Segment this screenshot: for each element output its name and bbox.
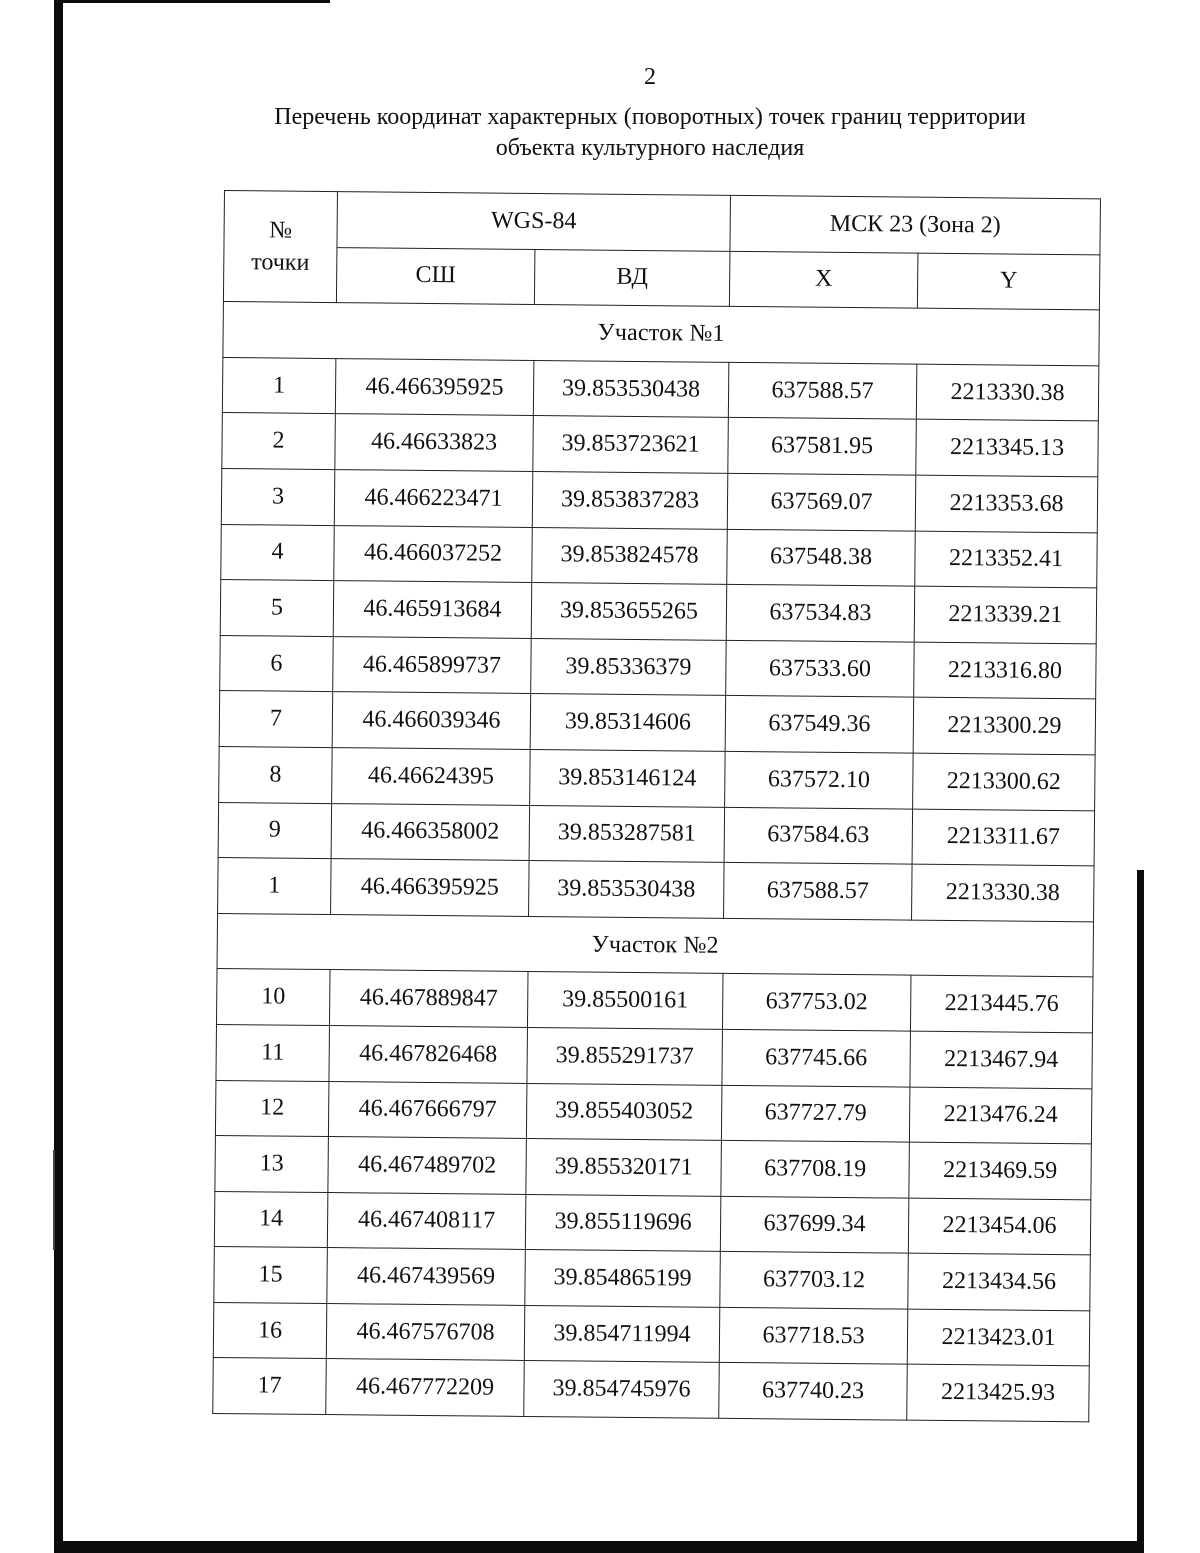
latitude-cell: 46.467576708 — [326, 1303, 525, 1360]
longitude-cell: 39.855119696 — [525, 1194, 721, 1251]
scan-edge-bottom — [54, 1541, 1144, 1553]
longitude-cell: 39.855291737 — [527, 1027, 723, 1084]
header-msk23: МСК 23 (Зона 2) — [730, 195, 1101, 254]
point-number-cell: 9 — [218, 802, 332, 859]
y-coordinate-cell: 2213469.59 — [909, 1142, 1092, 1199]
y-coordinate-cell: 2213345.13 — [916, 420, 1099, 477]
longitude-cell: 39.855403052 — [526, 1083, 722, 1140]
latitude-cell: 46.466223471 — [334, 470, 533, 527]
longitude-cell: 39.853146124 — [530, 749, 726, 806]
scan-edge-left — [54, 0, 63, 1553]
scan-artifact-line — [53, 1150, 55, 1250]
point-number-cell: 11 — [216, 1024, 330, 1081]
table-row — [219, 746, 1096, 810]
x-coordinate-cell: 637753.02 — [722, 974, 911, 1031]
table-row — [221, 524, 1098, 588]
coordinates-table — [212, 190, 1101, 1422]
longitude-cell: 39.853530438 — [529, 861, 725, 918]
y-coordinate-cell: 2213434.56 — [908, 1253, 1091, 1310]
table-row — [214, 1191, 1091, 1255]
point-number-cell: 17 — [213, 1358, 327, 1415]
longitude-cell: 39.853530438 — [533, 360, 729, 417]
latitude-cell: 46.467408117 — [327, 1192, 526, 1249]
latitude-cell: 46.467666797 — [328, 1081, 527, 1138]
longitude-cell: 39.85500161 — [527, 972, 723, 1029]
point-number-cell: 3 — [221, 468, 335, 525]
x-coordinate-cell: 637533.60 — [726, 640, 915, 697]
latitude-cell: 46.465899737 — [333, 636, 532, 693]
x-coordinate-cell: 637718.53 — [719, 1307, 908, 1364]
point-number-cell: 8 — [219, 746, 333, 803]
y-coordinate-cell: 2213425.93 — [907, 1365, 1090, 1422]
y-coordinate-cell: 2213300.29 — [913, 697, 1096, 754]
table-header — [223, 191, 1100, 311]
longitude-cell: 39.854865199 — [525, 1250, 721, 1307]
latitude-cell: 46.466039346 — [332, 692, 531, 749]
x-coordinate-cell: 637708.19 — [721, 1140, 910, 1197]
document-title — [200, 102, 1100, 164]
x-coordinate-cell: 637745.66 — [722, 1029, 911, 1086]
x-coordinate-cell: 637588.57 — [724, 862, 913, 919]
y-coordinate-cell: 2213476.24 — [909, 1087, 1092, 1144]
x-coordinate-cell: 637740.23 — [719, 1363, 908, 1420]
y-coordinate-cell: 2213330.38 — [912, 864, 1095, 921]
x-coordinate-cell: 637569.07 — [727, 473, 916, 530]
latitude-cell: 46.467889847 — [329, 970, 528, 1027]
longitude-cell: 39.85336379 — [531, 638, 727, 695]
section-title: Участок №1 — [223, 302, 1100, 366]
x-coordinate-cell: 637584.63 — [724, 807, 913, 864]
y-coordinate-cell: 2213445.76 — [910, 975, 1093, 1032]
table-row — [213, 1302, 1090, 1366]
point-number-cell: 13 — [215, 1136, 329, 1193]
latitude-cell: 46.46624395 — [332, 748, 531, 805]
y-coordinate-cell: 2213339.21 — [914, 586, 1097, 643]
section-title: Участок №2 — [217, 913, 1094, 977]
longitude-cell: 39.854745976 — [524, 1361, 720, 1418]
latitude-cell: 46.467489702 — [328, 1137, 527, 1194]
table-row — [219, 691, 1096, 755]
y-coordinate-cell: 2213467.94 — [910, 1031, 1093, 1088]
latitude-cell: 46.466037252 — [334, 525, 533, 582]
header-x: X — [729, 251, 918, 308]
point-number-cell: 16 — [213, 1302, 327, 1359]
section-row — [217, 913, 1094, 977]
header-row-2 — [223, 246, 1100, 310]
table-row — [221, 468, 1098, 532]
point-number-cell: 1 — [222, 357, 336, 414]
point-number-cell: 1 — [218, 858, 332, 915]
longitude-cell: 39.853837283 — [532, 471, 728, 528]
point-number-cell: 15 — [214, 1247, 328, 1304]
header-point-number-symbol: № — [269, 217, 293, 244]
table-row — [216, 1024, 1093, 1088]
longitude-cell: 39.85314606 — [530, 694, 726, 751]
header-y: Y — [917, 253, 1100, 310]
longitude-cell: 39.855320171 — [526, 1139, 722, 1196]
point-number-cell: 10 — [216, 969, 330, 1026]
table-row — [214, 1247, 1091, 1311]
longitude-cell: 39.853824578 — [532, 527, 728, 584]
y-coordinate-cell: 2213352.41 — [915, 531, 1098, 588]
x-coordinate-cell: 637581.95 — [728, 418, 917, 475]
x-coordinate-cell: 637703.12 — [720, 1252, 909, 1309]
latitude-cell: 46.467772209 — [326, 1359, 525, 1416]
header-longitude: ВД — [534, 249, 730, 306]
document-title-line-2: объекта культурного наследия — [495, 135, 805, 161]
header-wgs84: WGS-84 — [337, 192, 731, 251]
point-number-cell: 5 — [220, 580, 334, 637]
scan-edge-right — [1137, 870, 1144, 1553]
longitude-cell: 39.853723621 — [533, 416, 729, 473]
x-coordinate-cell: 637588.57 — [728, 362, 917, 419]
latitude-cell: 46.467826468 — [329, 1025, 528, 1082]
x-coordinate-cell: 637549.36 — [725, 696, 914, 753]
y-coordinate-cell: 2213454.06 — [908, 1198, 1091, 1255]
x-coordinate-cell: 637699.34 — [720, 1196, 909, 1253]
header-latitude: СШ — [336, 247, 535, 304]
y-coordinate-cell: 2213353.68 — [915, 475, 1098, 532]
table-row — [213, 1358, 1090, 1422]
point-number-cell: 6 — [220, 635, 334, 692]
y-coordinate-cell: 2213300.62 — [913, 753, 1096, 810]
y-coordinate-cell: 2213330.38 — [916, 364, 1099, 421]
x-coordinate-cell: 637534.83 — [726, 585, 915, 642]
longitude-cell: 39.853655265 — [531, 583, 727, 640]
header-row-1 — [224, 191, 1101, 255]
point-number-cell: 4 — [221, 524, 335, 581]
latitude-cell: 46.465913684 — [333, 581, 532, 638]
longitude-cell: 39.853287581 — [529, 805, 725, 862]
section-row — [223, 302, 1100, 366]
longitude-cell: 39.854711994 — [524, 1305, 720, 1362]
y-coordinate-cell: 2213423.01 — [907, 1309, 1090, 1366]
point-number-cell: 2 — [222, 413, 336, 470]
table-row — [215, 1080, 1092, 1144]
latitude-cell: 46.466395925 — [331, 859, 530, 916]
point-number-cell: 14 — [214, 1191, 328, 1248]
table-row — [216, 969, 1093, 1033]
point-number-cell: 7 — [219, 691, 333, 748]
scan-edge-top — [60, 0, 330, 3]
table-row — [220, 635, 1097, 699]
y-coordinate-cell: 2213311.67 — [912, 809, 1095, 866]
latitude-cell: 46.467439569 — [327, 1248, 526, 1305]
document-title-line-1: Перечень координат характерных (поворотных) точек границ территории — [274, 104, 1026, 130]
header-point-number-word: точки — [251, 249, 310, 276]
table-row — [218, 802, 1095, 866]
latitude-cell: 46.466395925 — [335, 358, 534, 415]
y-coordinate-cell: 2213316.80 — [914, 642, 1097, 699]
header-point-number — [223, 191, 337, 303]
table-row — [218, 858, 1095, 922]
latitude-cell: 46.46633823 — [335, 414, 534, 471]
table-row — [222, 357, 1099, 421]
table-row — [220, 580, 1097, 644]
x-coordinate-cell: 637548.38 — [727, 529, 916, 586]
table-row — [222, 413, 1099, 477]
page-number: 2 — [644, 64, 656, 90]
x-coordinate-cell: 637727.79 — [721, 1085, 910, 1142]
point-number-cell: 12 — [215, 1080, 329, 1137]
table-body — [213, 302, 1100, 1422]
x-coordinate-cell: 637572.10 — [725, 751, 914, 808]
table-row — [215, 1136, 1092, 1200]
latitude-cell: 46.466358002 — [331, 803, 530, 860]
